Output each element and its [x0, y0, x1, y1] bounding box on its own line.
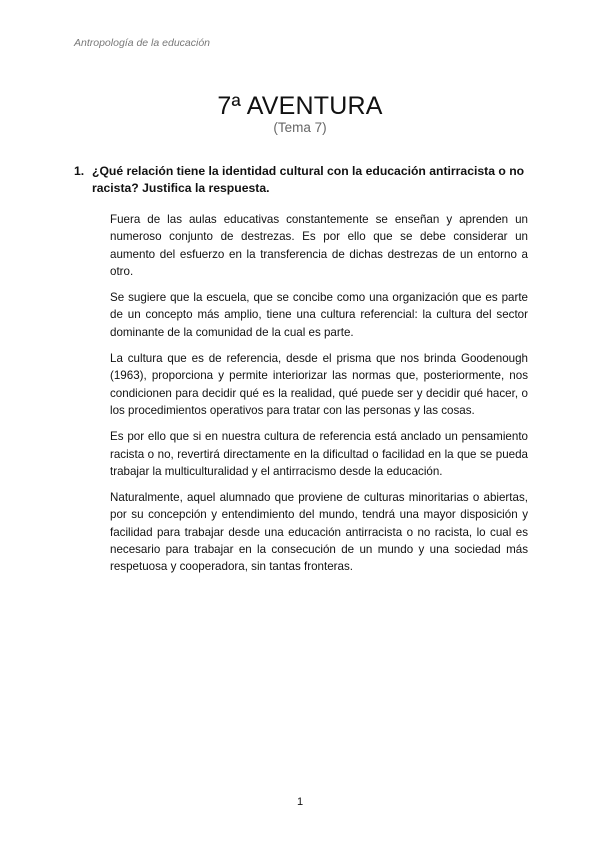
question-text: ¿Qué relación tiene la identidad cultural con la educación antirracista o no racista? Justifica la respuesta. [92, 164, 525, 195]
answer-paragraph: Es por ello que si en nuestra cultura de referencia está anclado un pensamiento racista o no, revertirá directamente en la dificultad o facilidad en la que se pueda trabajar la multiculturalidad y el antirracismo desde la educación. [110, 430, 528, 478]
page-subtitle: (Tema 7) [273, 120, 327, 135]
running-header: Antropología de la educación [74, 37, 211, 49]
answer-paragraph: Se sugiere que la escuela, que se concibe como una organización que es parte de un concepto más amplio, tiene una cultura referencial: la cultura del sector dominante de la comunidad de la cual es parte. [110, 291, 528, 339]
answer-paragraph: Naturalmente, aquel alumnado que proviene de culturas minoritarias o abiertas, por su concepción y entendimiento del mundo, tendrá una mayor disposición y facilidad para trabajar desde una educación antirracista o no racista, lo cual es necesario para trabajar en la consecución de un mundo y una sociedad más respetuosa y cooperadora, sin tantas fronteras. [110, 491, 528, 574]
page-title: 7ª AVENTURA [217, 91, 383, 120]
question-number: 1. [74, 164, 85, 178]
question-item [74, 163, 528, 197]
page-number: 1 [296, 796, 304, 808]
answer-paragraph: La cultura que es de referencia, desde el prisma que nos brinda Goodenough (1963), proporciona y permite interiorizar las normas que, posteriormente, nos condicionen para decidir qué es la realidad, qué puede ser y decidir qué hacer, o los procedimientos operativos para tratar con las personas y las cosas. [110, 352, 528, 417]
answer-body [110, 211, 528, 585]
answer-paragraph: Fuera de las aulas educativas constantemente se enseñan y aprenden un numeroso conjunto de destrezas. Es por ello que se debe considerar un aumento del esfuerzo en la transferencia de dichas destrezas de un entorno a otro. [110, 213, 528, 278]
